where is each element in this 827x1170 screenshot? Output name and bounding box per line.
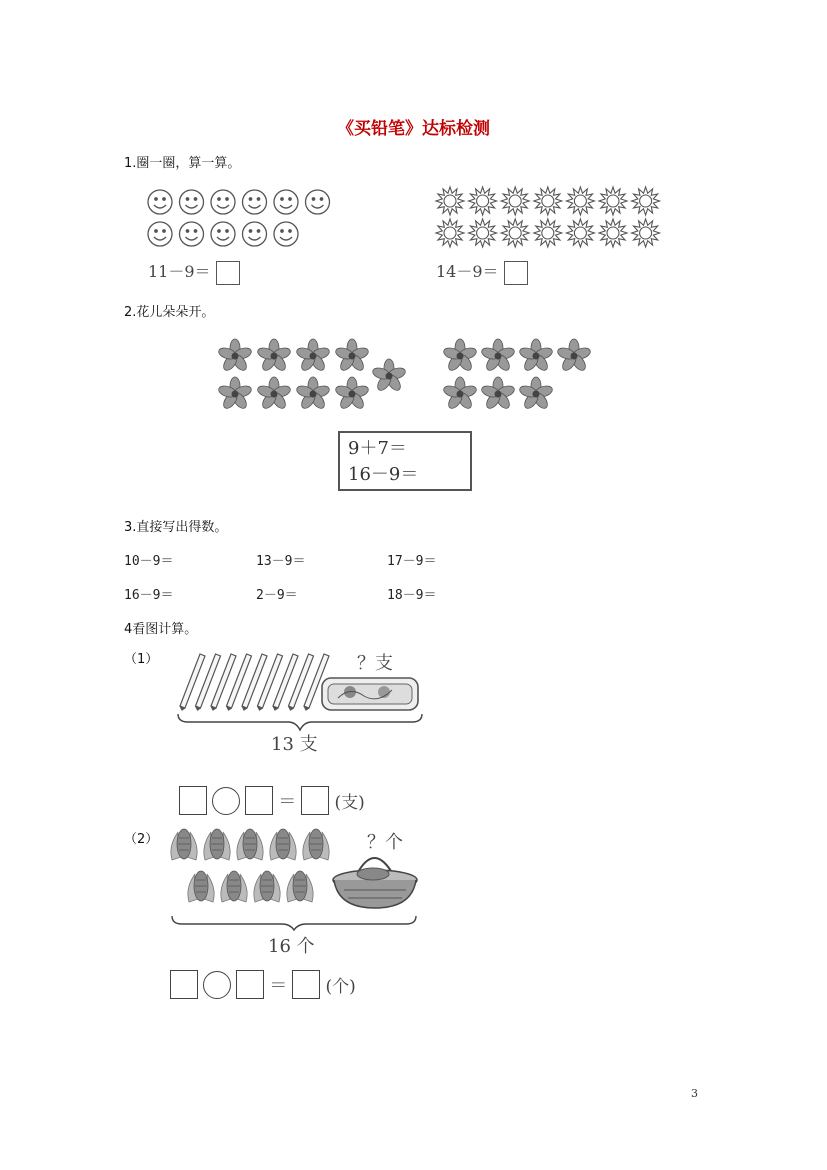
smiley-icon	[180, 190, 204, 214]
corn-icon	[188, 871, 214, 902]
operator-circle[interactable]	[203, 971, 231, 999]
sun-icon	[632, 219, 660, 247]
flower-icon	[480, 377, 515, 411]
corn-icon	[221, 871, 247, 902]
q3-item: 13－9＝	[256, 554, 306, 569]
q3-item: 16－9＝	[124, 588, 174, 603]
flower-icon	[256, 377, 291, 411]
flower-icon	[217, 339, 252, 373]
q2-equation-box	[338, 431, 472, 491]
answer-box[interactable]	[245, 786, 273, 815]
sun-icon	[501, 219, 529, 247]
q4-part2-answer-row	[170, 970, 356, 999]
operator-circle[interactable]	[212, 787, 240, 815]
sun-icon	[566, 219, 594, 247]
question-4-label: 4看图计算。	[124, 622, 198, 637]
q4-part2-unit: (个)	[325, 977, 356, 997]
flower-icon	[518, 339, 553, 373]
flower-icon	[295, 339, 330, 373]
smiley-faces-image	[144, 186, 334, 250]
q3-item: 2－9＝	[256, 588, 298, 603]
flower-icon	[217, 377, 252, 411]
q3-item: 17－9＝	[387, 554, 437, 569]
q4-part1-answer-row	[179, 786, 365, 815]
smiley-icon	[274, 222, 298, 246]
q1-right-equation-text: 14－9＝	[436, 262, 499, 281]
answer-box[interactable]	[292, 970, 320, 999]
equals-sign: ＝	[278, 791, 297, 813]
smiley-icon	[148, 190, 172, 214]
q4-part1-unit: (支)	[334, 793, 365, 813]
q4-part2-question: ？个	[367, 832, 403, 853]
smiley-icon	[243, 222, 267, 246]
equals-sign: ＝	[269, 975, 288, 997]
sun-icon	[436, 187, 464, 215]
flower-icon	[334, 339, 369, 373]
answer-box[interactable]	[236, 970, 264, 999]
corn-icon	[237, 829, 263, 860]
flower-icon	[442, 377, 477, 411]
q1-right-equation	[436, 259, 528, 285]
q4-part1-total: 13 支	[271, 734, 318, 755]
corn-icon	[270, 829, 296, 860]
corn-icon	[287, 871, 313, 902]
q2-equation-1: 9＋7＝	[348, 438, 407, 459]
smiley-icon	[148, 222, 172, 246]
question-3-label: 3.直接写出得数。	[124, 520, 228, 535]
q4-part1-label: （1）	[124, 652, 159, 667]
smiley-icon	[243, 190, 267, 214]
answer-box[interactable]	[216, 261, 240, 285]
q2-equation-2: 16－9＝	[348, 464, 419, 485]
sun-icon	[469, 219, 497, 247]
page-title: 《买铅笔》达标检测	[337, 119, 490, 139]
flower-icon	[295, 377, 330, 411]
corn-icon	[303, 829, 329, 860]
smiley-icon	[306, 190, 330, 214]
sun-icon	[436, 219, 464, 247]
corn-icon	[204, 829, 230, 860]
q1-left-equation	[148, 259, 240, 285]
q3-item: 18－9＝	[387, 588, 437, 603]
question-2-label: 2.花儿朵朵开。	[124, 305, 215, 320]
sun-icon	[534, 219, 562, 247]
answer-box[interactable]	[504, 261, 528, 285]
sun-icon	[534, 187, 562, 215]
smiley-icon	[274, 190, 298, 214]
basket-icon	[333, 858, 417, 908]
q4-part1-question: ？支	[357, 653, 393, 674]
sun-icon	[469, 187, 497, 215]
sun-icon	[599, 219, 627, 247]
q4-part2-label: （2）	[124, 832, 159, 847]
flower-icon	[334, 377, 369, 411]
answer-box[interactable]	[301, 786, 329, 815]
flower-icon	[442, 339, 477, 373]
flower-icon	[371, 359, 406, 393]
smiley-icon	[211, 222, 235, 246]
answer-box[interactable]	[170, 970, 198, 999]
sun-icon	[632, 187, 660, 215]
flower-icon	[480, 339, 515, 373]
answer-box[interactable]	[179, 786, 207, 815]
question-1-label: 1.圈一圈，算一算。	[124, 156, 241, 171]
q4-part2-total: 16 个	[268, 936, 315, 957]
page-number: 3	[691, 1087, 698, 1100]
smiley-icon	[180, 222, 204, 246]
corn-icon	[254, 871, 280, 902]
smiley-icon	[211, 190, 235, 214]
flower-icon	[256, 339, 291, 373]
pencil-case-icon	[322, 678, 418, 710]
flower-icon	[556, 339, 591, 373]
flower-icon	[518, 377, 553, 411]
sun-icon	[599, 187, 627, 215]
corn-icon	[171, 829, 197, 860]
sun-icons-image	[434, 184, 666, 250]
q3-item: 10－9＝	[124, 554, 174, 569]
q1-left-equation-text: 11－9＝	[148, 262, 211, 281]
flowers-image	[215, 336, 605, 416]
sun-icon	[566, 187, 594, 215]
sun-icon	[501, 187, 529, 215]
